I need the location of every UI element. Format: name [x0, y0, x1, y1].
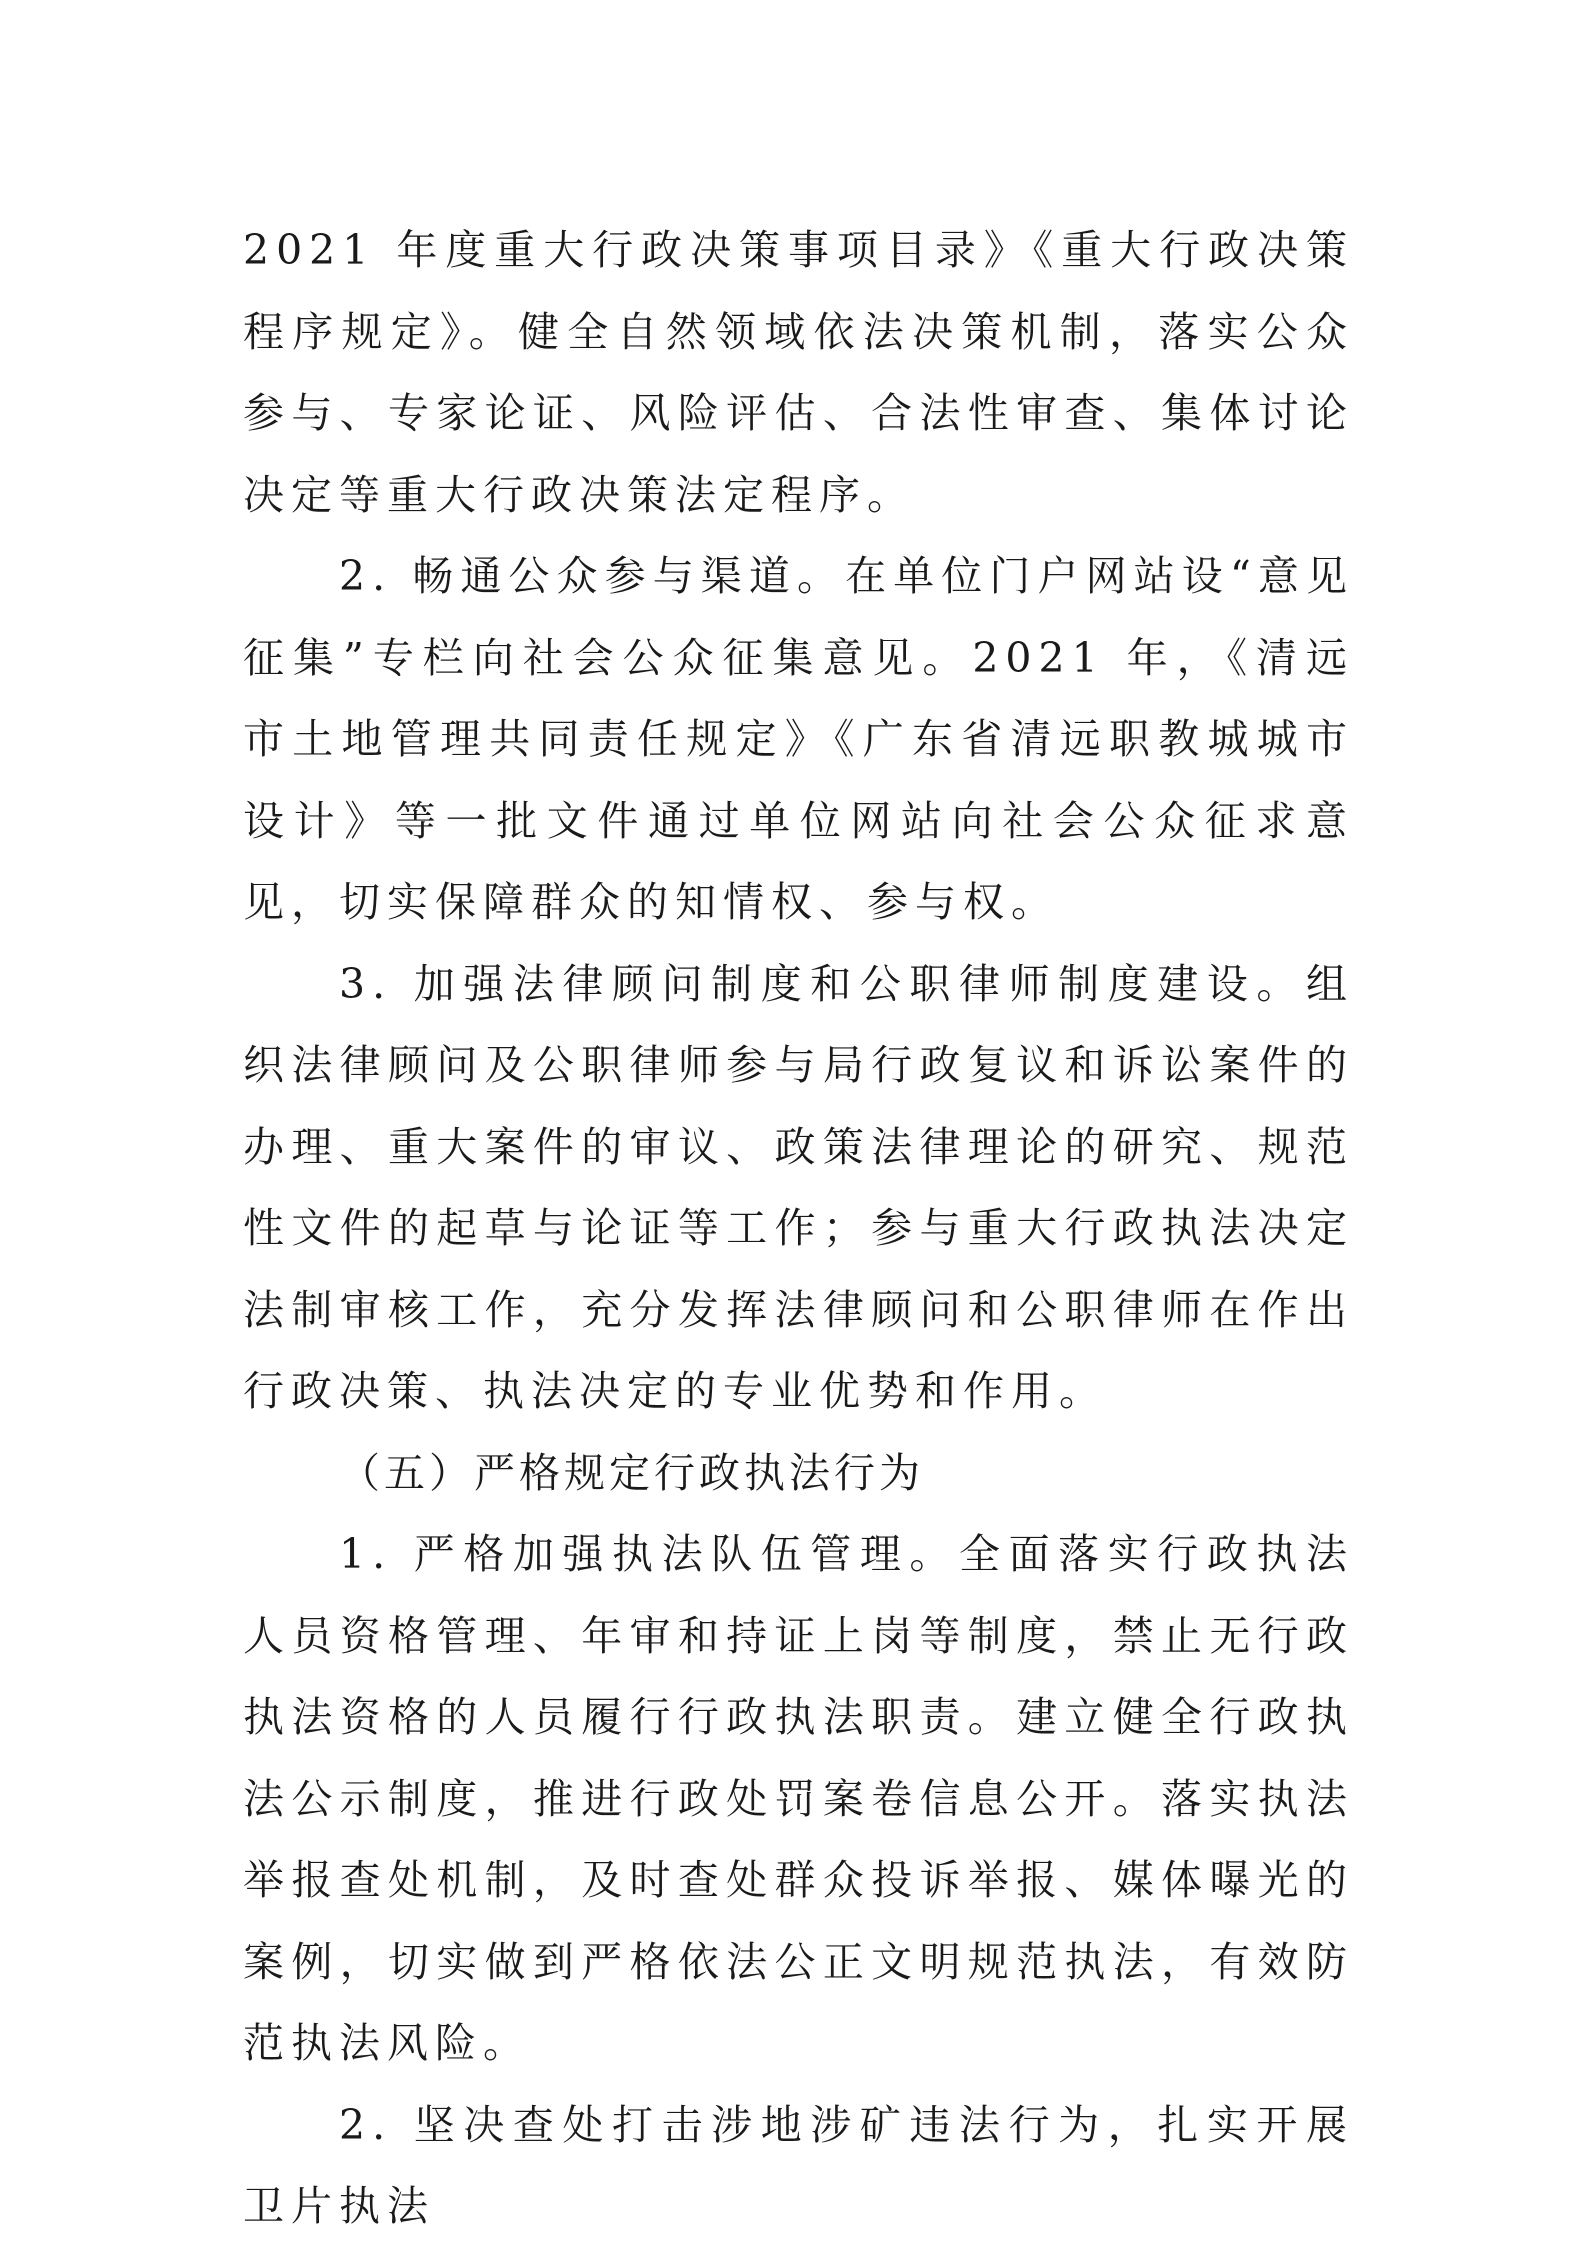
paragraph-public-participation: 2. 畅通公众参与渠道。在单位门户网站设“意见征集”专栏向社会公众征集意见。2021 年，《清远市土地管理共同责任规定》《广东省清远职教城城市设计》等一批文件通过单位网站向社会公众征求意见，切实保障群众的知情权、参与权。	[243, 552, 1354, 926]
section-heading-enforcement: （五）严格规定行政执法行为	[339, 1448, 924, 1497]
paragraph-crackdown: 2. 坚决查处打击涉地涉矿违法行为，扎实开展卫片执法	[243, 2100, 1354, 2230]
paragraph-decision-procedure: 2021 年度重大行政决策事项目录》《重大行政决策程序规定》。健全自然领域依法决策机制，落实公众参与、专家论证、风险评估、合法性审查、集体讨论决定等重大行政决策法定程序。	[243, 226, 1354, 519]
document-body	[243, 210, 1354, 2248]
paragraph-legal-counsel: 3. 加强法律顾问制度和公职律师制度建设。组织法律顾问及公职律师参与局行政复议和诉讼案件的办理、重大案件的审议、政策法律理论的研究、规范性文件的起草与论证等工作；参与重大行政执法决定法制审核工作，充分发挥法律顾问和公职律师在作出行政决策、执法决定的专业优势和作用。	[243, 959, 1354, 1415]
paragraph-enforcement-team: 1. 严格加强执法队伍管理。全面落实行政执法人员资格管理、年审和持证上岗等制度，禁止无行政执法资格的人员履行行政执法职责。建立健全行政执法公示制度，推进行政处罚案卷信息公开。落实执法举报查处机制，及时查处群众投诉举报、媒体曝光的案例，切实做到严格依法公正文明规范执法，有效防范执法风险。	[243, 1530, 1354, 2067]
